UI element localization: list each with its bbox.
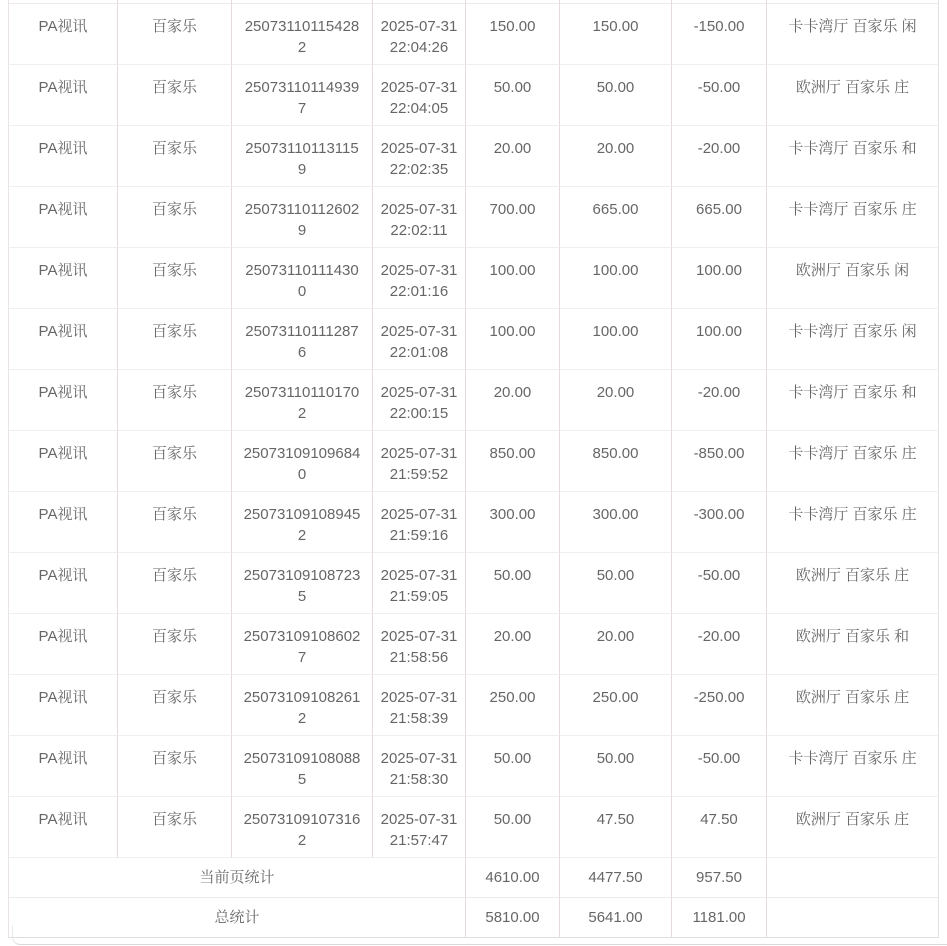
cell-bet-amount: 300.00	[466, 492, 560, 553]
cell-valid-bet: 100.00	[560, 309, 672, 370]
cell-game-type: 百家乐	[118, 126, 232, 187]
cell-bet-amount: 50.00	[466, 553, 560, 614]
cell-order-no: 250731091073162	[232, 797, 373, 858]
cell-bet-time: 2025-07-31 21:58:39	[373, 675, 466, 736]
cell-valid-bet: 150.00	[560, 4, 672, 65]
cell-valid-bet: 250.00	[560, 675, 672, 736]
cell-valid-bet: 100.00	[560, 248, 672, 309]
cell-platform: PA视讯	[8, 126, 118, 187]
cell-valid-bet: 50.00	[560, 553, 672, 614]
cell-platform: PA视讯	[8, 65, 118, 126]
panel-bottom-border	[12, 926, 947, 945]
cell-valid-bet: 20.00	[560, 370, 672, 431]
cell-bet-amount: 850.00	[466, 431, 560, 492]
cell-bet-amount: 20.00	[466, 126, 560, 187]
cell-platform: PA视讯	[8, 187, 118, 248]
cell-platform: PA视讯	[8, 614, 118, 675]
cell-game-type: 百家乐	[118, 370, 232, 431]
cell-game-type: 百家乐	[118, 492, 232, 553]
cell-game-type: 百家乐	[118, 431, 232, 492]
cell-platform: PA视讯	[8, 309, 118, 370]
cell-detail: 卡卡湾厅 百家乐 闲	[767, 309, 939, 370]
cell-bet-time: 2025-07-31 22:04:05	[373, 65, 466, 126]
cell-platform: PA视讯	[8, 736, 118, 797]
cell-platform: PA视讯	[8, 675, 118, 736]
cell-order-no: 250731091089452	[232, 492, 373, 553]
cell-detail: 卡卡湾厅 百家乐 庄	[767, 431, 939, 492]
cell-valid-bet: 20.00	[560, 614, 672, 675]
cell-game-type: 百家乐	[118, 65, 232, 126]
cell-profit: -150.00	[672, 4, 767, 65]
cell-detail: 欧洲厅 百家乐 庄	[767, 797, 939, 858]
page-summary-detail	[767, 858, 939, 898]
cell-profit: -20.00	[672, 126, 767, 187]
cell-bet-time: 2025-07-31 21:59:05	[373, 553, 466, 614]
cell-game-type: 百家乐	[118, 248, 232, 309]
cell-game-type: 百家乐	[118, 736, 232, 797]
cell-detail: 卡卡湾厅 百家乐 庄	[767, 736, 939, 797]
cell-platform: PA视讯	[8, 370, 118, 431]
cell-game-type: 百家乐	[118, 309, 232, 370]
cell-profit: -50.00	[672, 65, 767, 126]
cell-bet-amount: 100.00	[466, 309, 560, 370]
cell-profit: 100.00	[672, 309, 767, 370]
cell-order-no: 250731091080885	[232, 736, 373, 797]
cell-bet-time: 2025-07-31 22:02:11	[373, 187, 466, 248]
cell-profit: -250.00	[672, 675, 767, 736]
cell-bet-amount: 50.00	[466, 736, 560, 797]
cell-platform: PA视讯	[8, 492, 118, 553]
cell-valid-bet: 850.00	[560, 431, 672, 492]
total-summary-bet-amount: 5810.00	[466, 898, 560, 938]
cell-detail: 卡卡湾厅 百家乐 庄	[767, 492, 939, 553]
cell-valid-bet: 300.00	[560, 492, 672, 553]
cell-detail: 卡卡湾厅 百家乐 和	[767, 370, 939, 431]
cell-profit: 47.50	[672, 797, 767, 858]
cell-platform: PA视讯	[8, 4, 118, 65]
cell-detail: 欧洲厅 百家乐 庄	[767, 65, 939, 126]
total-summary-profit: 1181.00	[672, 898, 767, 938]
cell-profit: -300.00	[672, 492, 767, 553]
bet-records-table	[8, 0, 939, 938]
cell-platform: PA视讯	[8, 248, 118, 309]
cell-valid-bet: 47.50	[560, 797, 672, 858]
cell-bet-amount: 250.00	[466, 675, 560, 736]
cell-bet-time: 2025-07-31 22:01:16	[373, 248, 466, 309]
cell-bet-time: 2025-07-31 22:01:08	[373, 309, 466, 370]
cell-profit: -20.00	[672, 614, 767, 675]
cell-game-type: 百家乐	[118, 614, 232, 675]
cell-platform: PA视讯	[8, 431, 118, 492]
cell-detail: 欧洲厅 百家乐 闲	[767, 248, 939, 309]
cell-bet-time: 2025-07-31 21:58:30	[373, 736, 466, 797]
cell-game-type: 百家乐	[118, 675, 232, 736]
cell-order-no: 250731101154282	[232, 4, 373, 65]
page-summary-bet-amount: 4610.00	[466, 858, 560, 898]
cell-game-type: 百家乐	[118, 553, 232, 614]
cell-bet-amount: 700.00	[466, 187, 560, 248]
cell-valid-bet: 50.00	[560, 65, 672, 126]
cell-detail: 卡卡湾厅 百家乐 庄	[767, 187, 939, 248]
cell-detail: 卡卡湾厅 百家乐 和	[767, 126, 939, 187]
cell-bet-amount: 100.00	[466, 248, 560, 309]
cell-bet-amount: 50.00	[466, 65, 560, 126]
cell-bet-time: 2025-07-31 22:04:26	[373, 4, 466, 65]
cell-detail: 欧洲厅 百家乐 庄	[767, 553, 939, 614]
cell-profit: 665.00	[672, 187, 767, 248]
cell-bet-amount: 20.00	[466, 370, 560, 431]
cell-bet-time: 2025-07-31 21:57:47	[373, 797, 466, 858]
cell-game-type: 百家乐	[118, 797, 232, 858]
cell-detail: 欧洲厅 百家乐 和	[767, 614, 939, 675]
cell-order-no: 250731101101702	[232, 370, 373, 431]
cell-profit: -850.00	[672, 431, 767, 492]
cell-order-no: 250731101114300	[232, 248, 373, 309]
cell-order-no: 250731101149397	[232, 65, 373, 126]
page-summary-label: 当前页统计	[8, 858, 466, 898]
cell-bet-time: 2025-07-31 21:59:16	[373, 492, 466, 553]
cell-game-type: 百家乐	[118, 4, 232, 65]
cell-valid-bet: 50.00	[560, 736, 672, 797]
cell-order-no: 250731091082612	[232, 675, 373, 736]
cell-bet-time: 2025-07-31 22:02:35	[373, 126, 466, 187]
cell-game-type: 百家乐	[118, 187, 232, 248]
total-summary-valid-bet: 5641.00	[560, 898, 672, 938]
cell-profit: -20.00	[672, 370, 767, 431]
cell-bet-amount: 150.00	[466, 4, 560, 65]
total-summary-label: 总统计	[8, 898, 466, 938]
cell-order-no: 250731091087235	[232, 553, 373, 614]
cell-platform: PA视讯	[8, 553, 118, 614]
cell-platform: PA视讯	[8, 797, 118, 858]
cell-profit: -50.00	[672, 553, 767, 614]
page-summary-profit: 957.50	[672, 858, 767, 898]
cell-bet-time: 2025-07-31 22:00:15	[373, 370, 466, 431]
cell-detail: 卡卡湾厅 百家乐 闲	[767, 4, 939, 65]
cell-detail: 欧洲厅 百家乐 庄	[767, 675, 939, 736]
page-summary-valid-bet: 4477.50	[560, 858, 672, 898]
cell-order-no: 250731101131159	[232, 126, 373, 187]
cell-order-no: 250731091086027	[232, 614, 373, 675]
cell-bet-amount: 20.00	[466, 614, 560, 675]
cell-profit: -50.00	[672, 736, 767, 797]
cell-profit: 100.00	[672, 248, 767, 309]
cell-valid-bet: 665.00	[560, 187, 672, 248]
cell-bet-amount: 50.00	[466, 797, 560, 858]
cell-valid-bet: 20.00	[560, 126, 672, 187]
cell-order-no: 250731091096840	[232, 431, 373, 492]
cell-bet-time: 2025-07-31 21:58:56	[373, 614, 466, 675]
cell-bet-time: 2025-07-31 21:59:52	[373, 431, 466, 492]
cell-order-no: 250731101126029	[232, 187, 373, 248]
cell-order-no: 250731101112876	[232, 309, 373, 370]
